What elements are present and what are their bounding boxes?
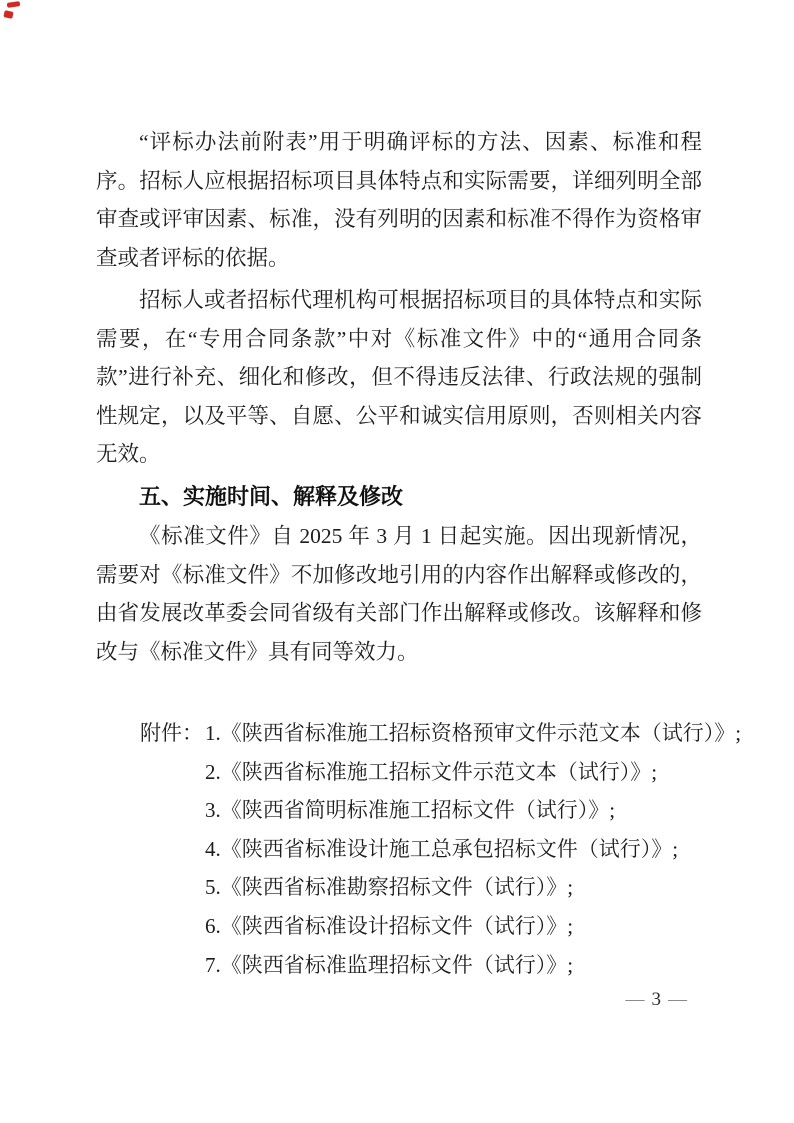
attachment-item-6: 6.《陕西省标准设计招标文件（试行）》;: [205, 913, 574, 938]
attachment-item-2: 2.《陕西省标准施工招标文件示范文本（试行）》;: [205, 759, 658, 784]
paragraph-evaluation-method-table: “评标办法前附表”用于明确评标的方法、因素、标准和程序。招标人应根据招标项目具体特点和实际需要，详细列明全部审查或评审因素、标准，没有列明的因素和标准不得作为资格审查或者评标的依据。: [96, 130, 702, 270]
attachment-item-7: 7.《陕西省标准监理招标文件（试行）》;: [205, 952, 574, 977]
attachments-block: [96, 714, 742, 984]
attachment-item-1: 1.《陕西省标准施工招标资格预审文件示范文本（试行）》;: [205, 721, 742, 745]
document-body: [96, 123, 742, 984]
page-number-left-dash: —: [625, 989, 645, 1010]
attachment-item-3: 3.《陕西省简明标准施工招标文件（试行）》;: [205, 798, 616, 823]
page-number: [619, 987, 695, 1013]
red-ink-mark-2: [3, 10, 13, 19]
page-number-right-dash: —: [668, 989, 687, 1010]
paragraph-contract-terms-modification: 招标人或者招标代理机构可根据招标项目的具体特点和实际需要，在“专用合同条款”中对《标准文件》中的“通用合同条款”进行补充、细化和修改，但不得违反法律、行政法规的强制性规定，以及平等、自愿、公平和诚实信用原则，否则相关内容无效。: [96, 288, 702, 466]
attachment-item-5: 5.《陕西省标准勘察招标文件（试行）》;: [205, 875, 574, 900]
attachments-label: 附件：: [140, 721, 203, 745]
red-ink-mark-1: [7, 1, 21, 8]
paragraph-implementation-date: 《标准文件》自 2025 年 3 月 1 日起实施。因出现新情况，需要对《标准文件》不加修改地引用的内容作出解释或修改的，由省发展改革委会同省级有关部门作出解释或修改。该解释和修改与《标准文件》具有同等效力。: [96, 524, 702, 664]
section-heading-implementation: 五、实施时间、解释及修改: [139, 484, 404, 510]
attachment-item-4: 4.《陕西省标准设计施工总承包招标文件（试行）》;: [205, 836, 679, 861]
page-number-value: 3: [651, 989, 661, 1010]
